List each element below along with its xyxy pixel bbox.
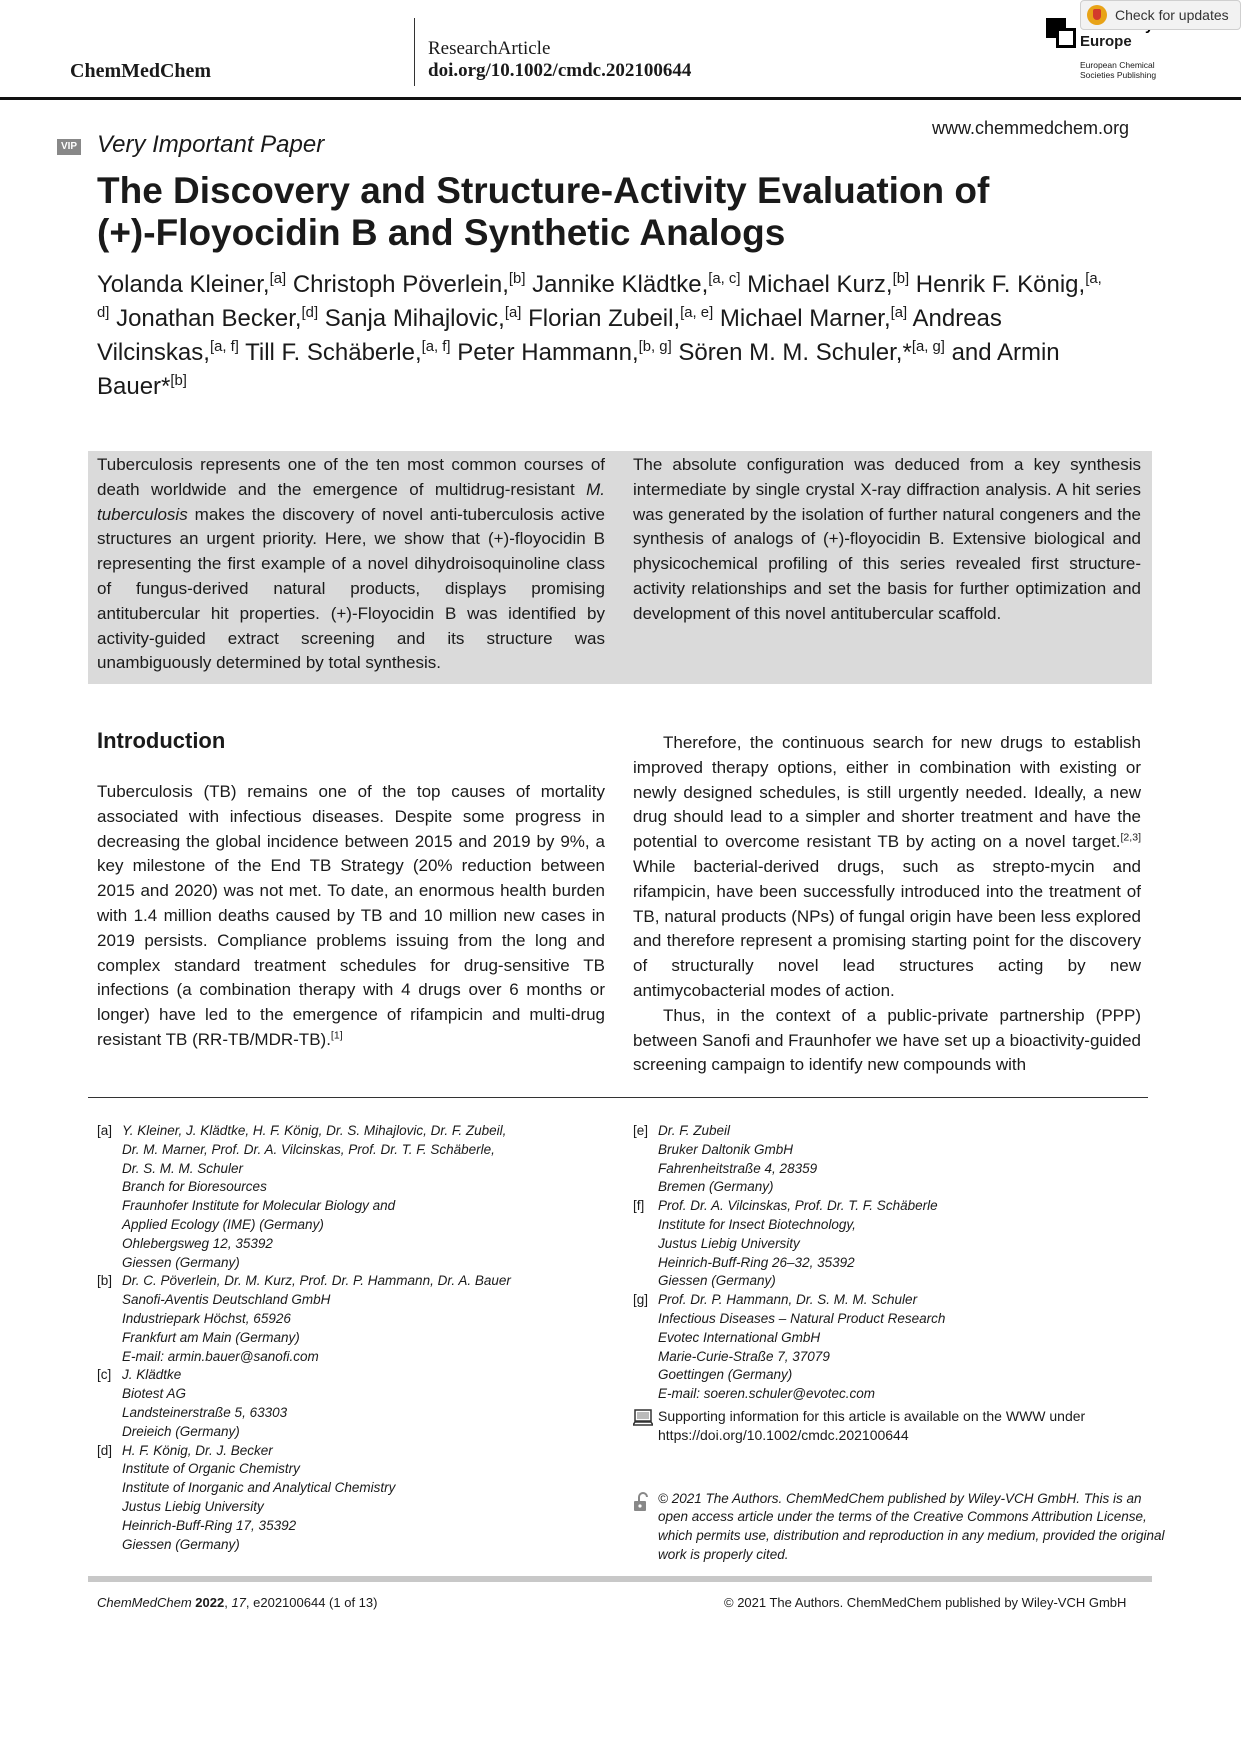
check-for-updates-button[interactable] [1080, 0, 1241, 30]
citation-ref[interactable]: [1] [330, 1029, 343, 1042]
crossmark-icon [1087, 5, 1107, 25]
abstract-left-column [97, 453, 605, 676]
affiliation [97, 1272, 617, 1366]
affiliation-line: Frankfurt am Main (Germany) [122, 1329, 300, 1345]
intro-paragraph-3: Thus, in the context of a public-private partnership (PPP) between Sanofi and Fraunhofer we have set up a bioactivity-guided screening campaign to identify new compounds with [633, 1005, 1141, 1075]
affiliation-line: Heinrich-Buff-Ring 26–32, 35392 [658, 1254, 855, 1270]
body-right-column [633, 731, 1141, 1078]
vip-badge: VIP [57, 139, 81, 155]
affiliation-line: Bremen (Germany) [658, 1179, 774, 1195]
header-divider [414, 18, 415, 86]
author-name: Sanja Mihajlovic, [324, 305, 505, 332]
author-name: Jonathan Becker, [116, 305, 302, 332]
author-name: Sören M. M. Schuler,* [678, 339, 912, 366]
affiliation-line: Prof. Dr. A. Vilcinskas, Prof. Dr. T. F. Schäberle [658, 1198, 938, 1214]
affiliation-key: [g] [633, 1292, 649, 1308]
open-lock-icon [633, 1492, 651, 1518]
author [532, 271, 740, 298]
affiliation [633, 1122, 1153, 1197]
affiliation-line: H. F. König, Dr. J. Becker [122, 1442, 273, 1458]
author [245, 339, 450, 366]
author-affiliation-ref: [b] [170, 373, 187, 389]
author-affiliation-ref: [b] [892, 271, 910, 287]
affiliation-line: Infectious Diseases – Natural Product Research [658, 1310, 946, 1326]
affiliation-line: Dr. F. Zubeil [658, 1123, 731, 1138]
title-line-2: (+)-Floyocidin B and Synthetic Analogs [97, 212, 786, 253]
author-affiliation-ref: [a, e] [680, 305, 714, 321]
laptop-icon [633, 1409, 653, 1432]
affiliation-line: Heinrich-Buff-Ring 17, 35392 [122, 1517, 297, 1533]
author-affiliation-ref: [b, g] [638, 339, 672, 355]
author-affiliation-ref: [a] [890, 305, 908, 321]
author-name: Yolanda Kleiner, [97, 271, 270, 298]
author-affiliation-ref: [a, g] [911, 339, 945, 355]
affiliation-line[interactable]: E-mail: soeren.schuler@evotec.com [658, 1386, 876, 1402]
footer-volume: 17 [231, 1595, 246, 1610]
affiliation-key: [e] [633, 1123, 649, 1138]
affiliation-line: Dr. M. Marner, Prof. Dr. A. Vilcinskas, Prof. Dr. T. F. Schäberle, [122, 1141, 495, 1157]
author [116, 305, 318, 332]
open-access-text: © 2021 The Authors. ChemMedChem published by Wiley-VCH GmbH. This is an open access article under the terms of the Creative Commons Attribution License, which permits use, distribution and reproduction in any medium, provided the original work is properly cited. [658, 1490, 1165, 1562]
author-name: Jannike Klädtke, [532, 271, 709, 298]
author-name: and Armin Bauer* [97, 339, 1060, 400]
section-heading-introduction: Introduction [97, 728, 226, 753]
affiliation-line: Institute of Inorganic and Analytical Chemistry [122, 1480, 396, 1496]
vip-label: Very Important Paper [97, 131, 325, 158]
author-name: Andreas Vilcinskas, [97, 305, 1002, 366]
affiliation-line: Y. Kleiner, J. Klädtke, H. F. König, Dr. S. Mihajlovic, Dr. F. Zubeil, [122, 1123, 507, 1138]
title-line-1: The Discovery and Structure-Activity Evaluation of [97, 170, 990, 211]
footer-article: e202100644 (1 of 13) [253, 1595, 378, 1610]
affiliation-line: Sanofi-Aventis Deutschland GmbH [122, 1292, 331, 1308]
affiliation-line: Justus Liebig University [658, 1235, 800, 1251]
author [325, 305, 522, 332]
journal-website[interactable]: www.chemmedchem.org [932, 118, 1130, 138]
affiliation-key: [d] [97, 1442, 113, 1458]
affiliation-line: Justus Liebig University [122, 1498, 264, 1514]
footer-rule [88, 1576, 1152, 1582]
intro-paragraph-2-text-b: While bacterial-derived drugs, such as strepto-mycin and rifampicin, have been successfully introduced into the treatment of TB, natural products (NPs) of fungal origin have been less explored and therefore represent a promising starting point for the discovery of structurally novel lead structures acting by new antimycobacterial modes of action. [633, 856, 1141, 1000]
affiliation [97, 1366, 617, 1441]
author-affiliation-ref: [a, f] [209, 339, 239, 355]
affiliation-line: Bruker Daltonik GmbH [658, 1141, 794, 1157]
affiliation-line: Branch for Bioresources [122, 1179, 267, 1195]
affiliation-line: Landsteinerstraße 5, 63303 [122, 1404, 288, 1420]
intro-paragraph-2 [633, 731, 1141, 1004]
affiliation-line: Goettingen (Germany) [658, 1367, 793, 1383]
author-affiliation-ref: [a] [269, 271, 287, 287]
author [747, 271, 909, 298]
affiliations-left [97, 1122, 617, 1554]
author-name: Florian Zubeil, [528, 305, 681, 332]
author [293, 271, 526, 298]
affiliation-line: Giessen (Germany) [122, 1536, 240, 1552]
affiliation-key: [c] [97, 1367, 112, 1383]
logo-subtitle-1: European Chemical [1080, 60, 1155, 70]
affiliation-line: Dr. S. M. M. Schuler [122, 1160, 244, 1176]
affiliation-line: J. Klädtke [122, 1367, 182, 1383]
author-name: Michael Marner, [719, 305, 891, 332]
author [528, 305, 713, 332]
affiliation-line: Dreieich (Germany) [122, 1423, 240, 1439]
logo-subtitle-2: Societies Publishing [1080, 70, 1157, 80]
affiliation-line: Applied Ecology (IME) (Germany) [122, 1216, 324, 1232]
doi-link[interactable]: doi.org/10.1002/cmdc.202100644 [428, 60, 692, 81]
affiliation [97, 1442, 617, 1555]
abstract-right-column: The absolute configuration was deduced from a key synthesis intermediate by single crystal X-ray diffraction analysis. A hit series was generated by the isolation of further natural congeners and the synthesis of analogs of (+)-floyocidin B. Extensive biological and physicochemical profiling of this series revealed first structure-activity relationships and set the basis for further optimization and development of this novel antitubercular scaffold. [633, 455, 1141, 623]
affiliation-line: Giessen (Germany) [658, 1273, 776, 1289]
affiliation-line: Industriepark Höchst, 65926 [122, 1310, 291, 1326]
author [720, 305, 907, 332]
intro-paragraph-1-text: Tuberculosis (TB) remains one of the top causes of mortality associated with infectious diseases. Despite some progress in decreasing the global incidence between 2015 and 2019 by 9%, a key milestone of the End TB Strategy (20% reduction between 2015 and 2020) was not met. To date, an enormous health burden with 1.4 million deaths caused by TB and 10 million new cases in 2019 persists. Compliance problems issuing from the long and complex standard treatment schedules for drug-sensitive TB infections (a combination therapy with 4 drugs over 6 months or longer) have led to the emergence of rifampicin and multi-drug resistant TB (RR-TB/MDR-TB). [97, 782, 605, 1049]
citation-ref[interactable]: [2,3] [1120, 831, 1141, 844]
author [97, 271, 286, 298]
affiliation-line: Giessen (Germany) [122, 1254, 240, 1270]
footer-journal: ChemMedChem [97, 1595, 192, 1610]
header-rule [0, 97, 1241, 100]
affiliation-line: Dr. C. Pöverlein, Dr. M. Kurz, Prof. Dr. P. Hammann, Dr. A. Bauer [122, 1273, 511, 1289]
affiliation-line: Prof. Dr. P. Hammann, Dr. S. M. M. Schuler [658, 1292, 918, 1308]
author-name: Michael Kurz, [747, 271, 893, 298]
affiliation-line: Marie-Curie-Straße 7, 37079 [658, 1348, 830, 1364]
abstract-text-2: makes the discovery of novel anti-tuberculosis active structures an urgent priority. Here, we show that (+)-floyocidin B representing the first example of a novel dihydroisoquinoline class of fungus-derived natural products, displays promising antitubercular hit properties. (+)-Floyocidin B was identified by activity-guided extract screening and its structure was unambiguously determined by total synthesis. [97, 504, 605, 673]
footer-copyright: © 2021 The Authors. ChemMedChem published by Wiley-VCH GmbH [724, 1595, 1127, 1610]
abstract-box [88, 451, 1152, 684]
intro-paragraph-2-text-a: Therefore, the continuous search for new drugs to establish improved therapy options, either in combination with existing or newly designed schedules, is still urgently needed. Ideally, a new drug should lead to a simpler and shorter treatment and have the potential to overcome resistant TB by acting on a novel target. [633, 733, 1141, 852]
affiliation-line[interactable]: E-mail: armin.bauer@sanofi.com [122, 1348, 319, 1364]
author-affiliation-ref: [d] [301, 305, 319, 321]
footnote-rule [88, 1097, 1148, 1098]
author-affiliation-ref: [a, c] [708, 271, 741, 287]
affiliations-right [633, 1122, 1153, 1404]
intro-paragraph-1 [97, 780, 605, 1053]
journal-name: ChemMedChem [70, 60, 212, 82]
author-name: Peter Hammann, [457, 339, 639, 366]
open-access-note [633, 1490, 1166, 1565]
logo-square-outline-icon [1056, 28, 1076, 48]
affiliation-key: [f] [633, 1198, 645, 1214]
author-affiliation-ref: [a, f] [421, 339, 451, 355]
supporting-info-text: Supporting information for this article is available on the WWW under https://doi.org/10.1002/cmdc.202100644 [658, 1408, 1086, 1443]
check-for-updates-label: Check for updates [1115, 7, 1229, 23]
affiliation-key: [a] [97, 1123, 113, 1138]
supporting-info-note [633, 1407, 1166, 1445]
article-title [97, 170, 1107, 254]
author [457, 339, 671, 366]
body-left-column [97, 780, 605, 1053]
affiliation-line: Biotest AG [122, 1386, 187, 1402]
affiliation-line: Fraunhofer Institute for Molecular Biology and [122, 1198, 396, 1214]
affiliation-key: [b] [97, 1273, 113, 1289]
author-affiliation-ref: [a, d] [97, 271, 1102, 321]
logo-text-line2: Europe [1080, 33, 1132, 50]
affiliation [633, 1197, 1153, 1291]
author-name: Till F. Schäberle, [245, 339, 422, 366]
affiliation [97, 1122, 617, 1272]
footer-year: 2022 [195, 1595, 225, 1610]
affiliation-line: Evotec International GmbH [658, 1329, 821, 1345]
affiliation-line: Institute for Insect Biotechnology, [658, 1216, 856, 1232]
affiliation-line: Fahrenheitstraße 4, 28359 [658, 1160, 818, 1176]
author-name: Henrik F. König, [915, 271, 1086, 298]
footer-citation: ChemMedChem 2022, 17, e202100644 (1 of 13) [97, 1595, 378, 1610]
affiliation [633, 1291, 1153, 1404]
author-list [97, 268, 1117, 404]
author-affiliation-ref: [b] [508, 271, 526, 287]
article-type: ResearchArticle [428, 38, 551, 59]
affiliation-line: Institute of Organic Chemistry [122, 1461, 300, 1477]
abstract-text-1: Tuberculosis represents one of the ten most common courses of death worldwide and the emergence of multidrug-resistant [97, 455, 605, 499]
author [678, 339, 945, 366]
affiliation-line: Ohlebergsweg 12, 35392 [122, 1235, 273, 1251]
author-name: Christoph Pöverlein, [292, 271, 509, 298]
abstract-species: M. tuberculosis [97, 479, 605, 524]
author-affiliation-ref: [a] [504, 305, 522, 321]
